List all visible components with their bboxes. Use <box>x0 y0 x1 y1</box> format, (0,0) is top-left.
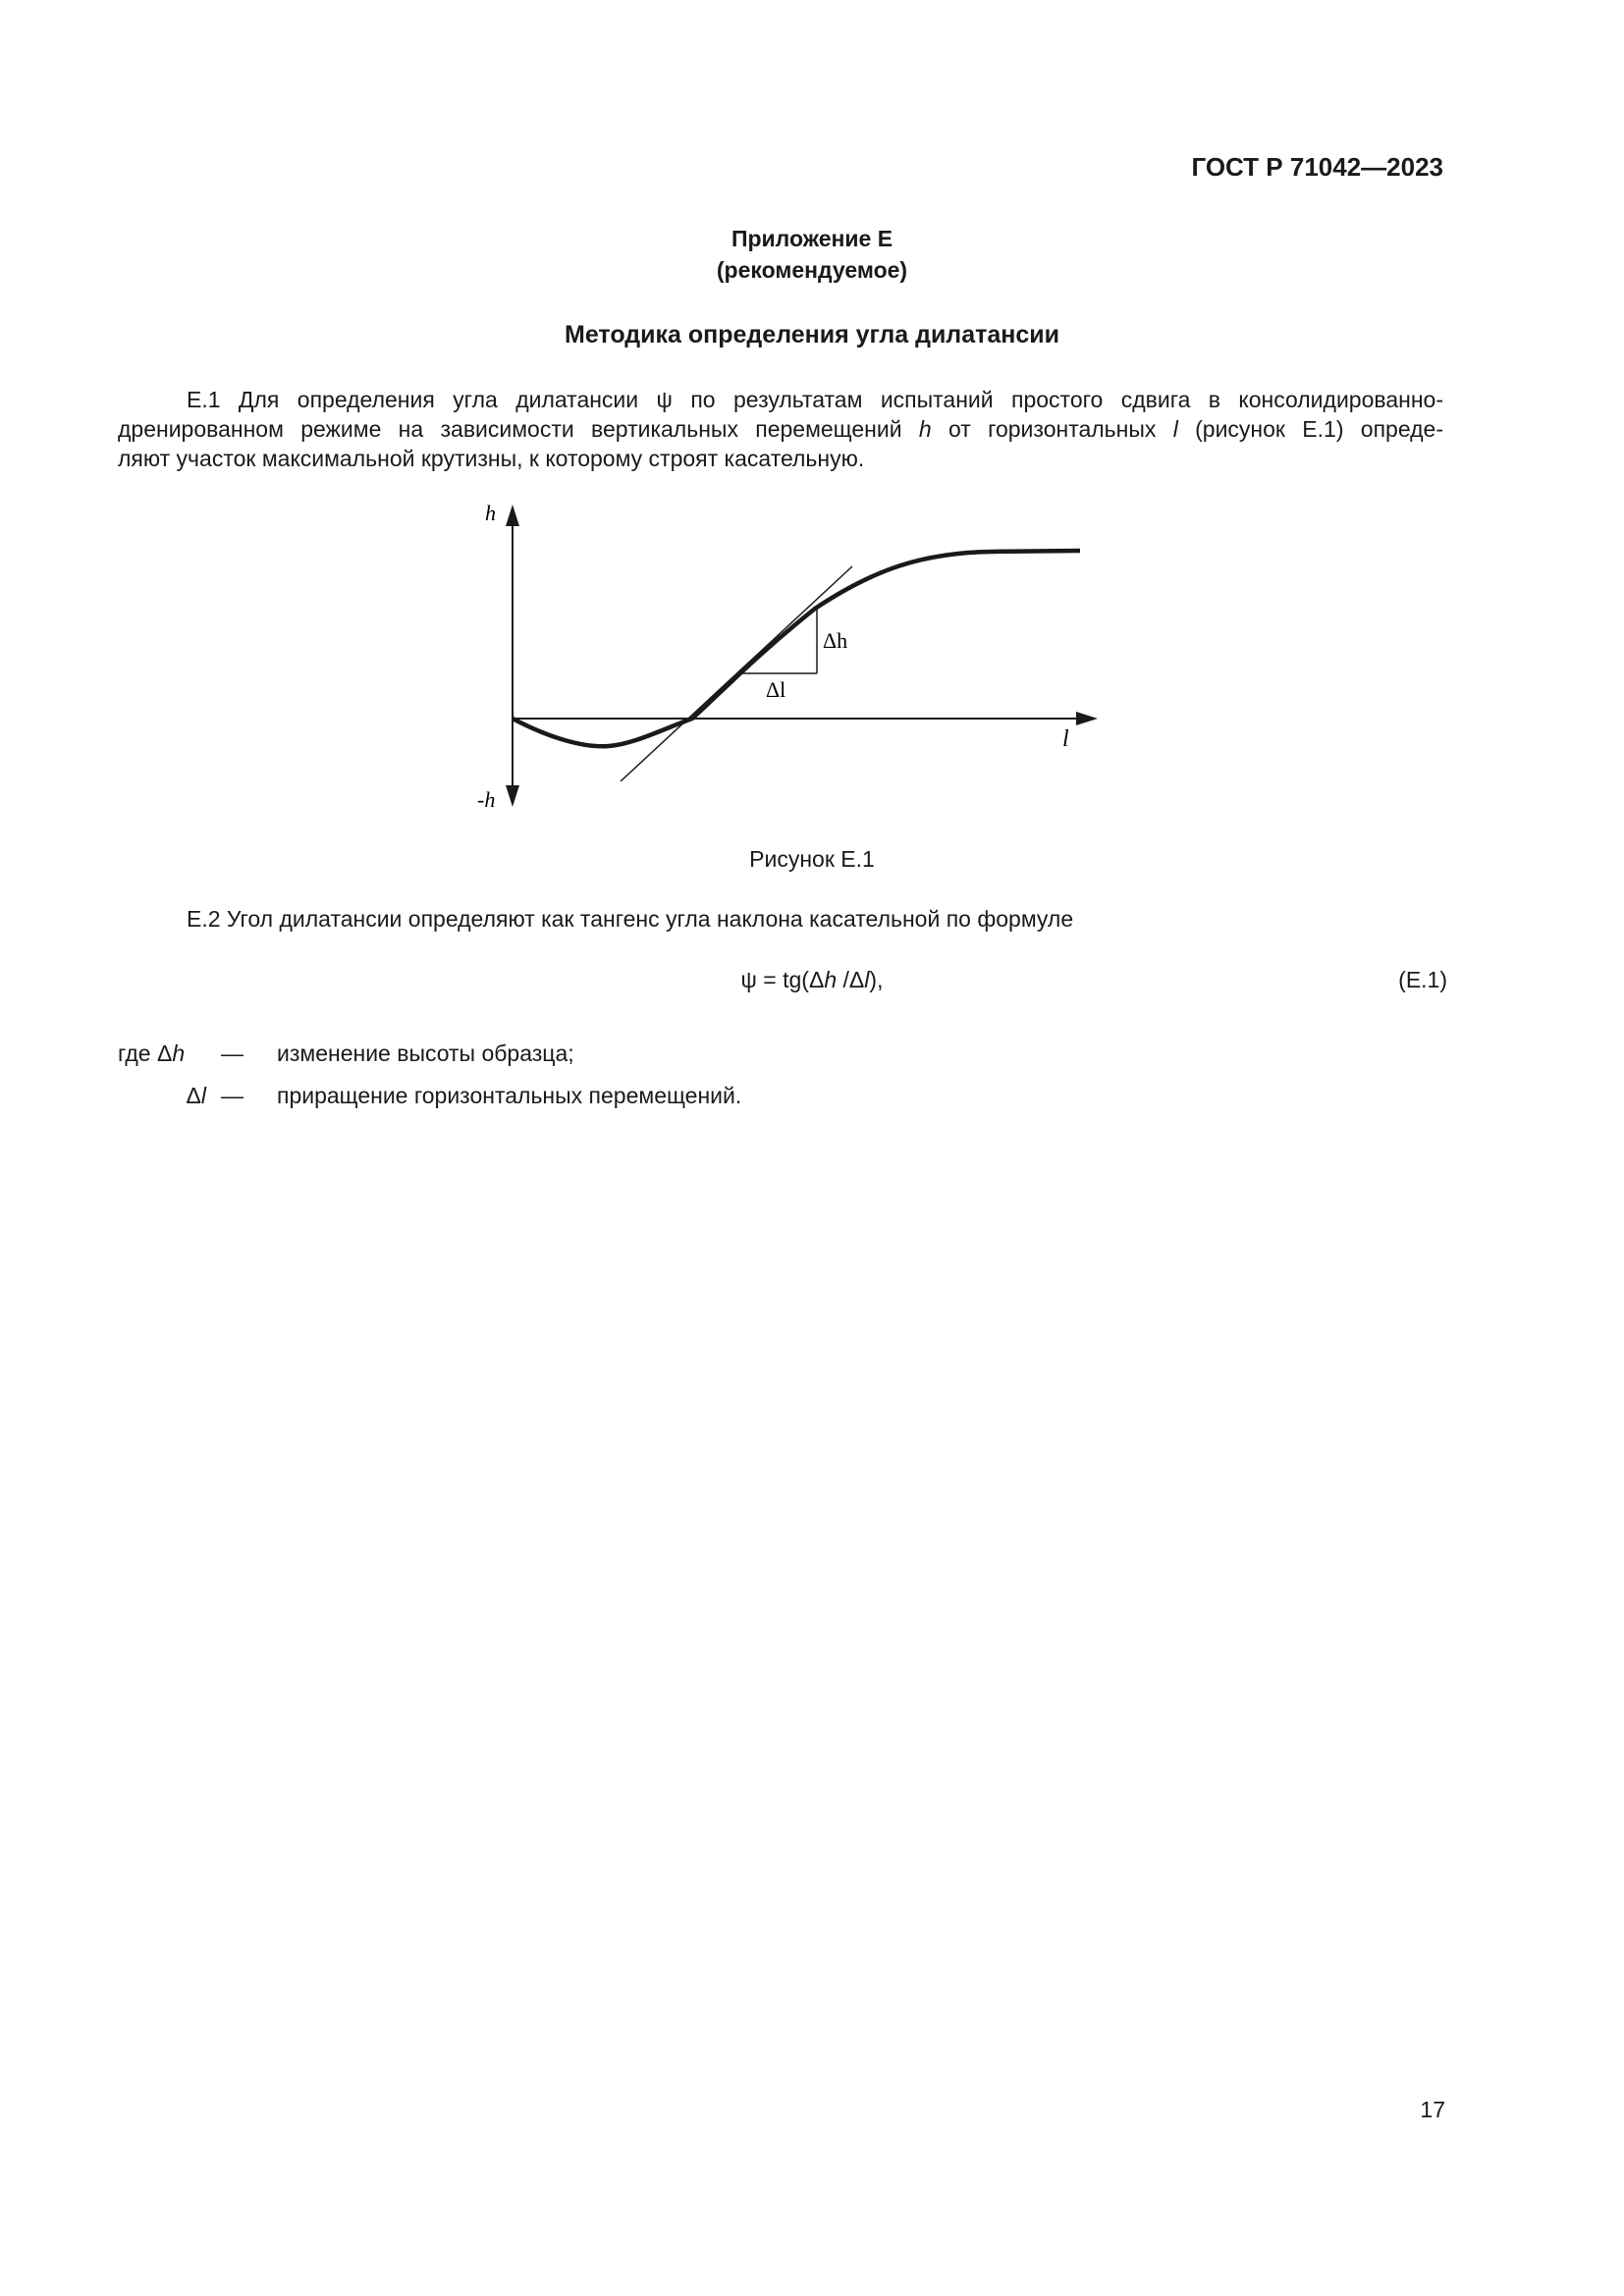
where-l: l <box>200 1083 206 1108</box>
where-delta: Δ <box>186 1083 201 1108</box>
formula-number: (Е.1) <box>1398 967 1447 992</box>
italic-l: l <box>1172 416 1178 442</box>
formula-part: ψ = tg(Δ <box>740 967 825 992</box>
y-axis-up-arrow <box>506 505 519 526</box>
paragraph-e2: Е.2 Угол дилатансии определяют как тангенс угла наклона касательной по формуле <box>187 906 1074 932</box>
italic-h: h <box>918 416 932 442</box>
where-symbol <box>118 1083 206 1109</box>
x-axis-label: l <box>1062 726 1069 752</box>
y-axis-top-label: h <box>485 501 496 525</box>
paragraph-e1-line1: Е.1 Для определения угла дилатансии ψ по результатам испытаний простого сдвига в консолидированно- <box>187 387 1443 412</box>
where-symbol <box>118 1041 206 1067</box>
annex-label: Приложение Е <box>731 226 893 251</box>
formula-l: l <box>864 967 870 992</box>
formula-h: h <box>824 967 838 992</box>
formula-part: ), <box>869 967 884 992</box>
paragraph-e1 <box>118 385 1443 473</box>
where-description: изменение высоты образца; <box>277 1041 574 1066</box>
delta-h-label: Δh <box>823 628 848 653</box>
figure-e1 <box>461 491 1110 825</box>
where-row-2 <box>0 1083 1624 1112</box>
standard-code: ГОСТ Р 71042—2023 <box>1191 152 1443 182</box>
delta-l-label: Δl <box>766 677 786 702</box>
text-span: (рисунок Е.1) опреде- <box>1177 416 1443 442</box>
displacement-curve <box>513 551 1080 746</box>
tangent-line <box>621 566 852 781</box>
text-span: от горизонтальных <box>931 416 1173 442</box>
paragraph-e1-line3: ляют участок максимальной крутизны, к которому строят касательную. <box>118 446 865 471</box>
formula-part: /Δ <box>837 967 865 992</box>
where-h: h <box>172 1041 186 1066</box>
figure-caption: Рисунок Е.1 <box>749 846 875 872</box>
text-span: дренированном режиме на зависимости вертикальных перемещений <box>118 416 919 442</box>
where-row-1 <box>0 1041 1624 1070</box>
annex-type: (рекомендуемое) <box>716 257 908 283</box>
where-dash: — <box>221 1041 244 1066</box>
where-prefix: где Δ <box>118 1041 173 1066</box>
where-description: приращение горизонтальных перемещений. <box>277 1083 742 1108</box>
where-dash: — <box>221 1083 244 1108</box>
y-axis-bottom-label: -h <box>477 787 496 812</box>
page-number: 17 <box>1420 2097 1445 2122</box>
dilatancy-diagram <box>461 491 1110 825</box>
annex-title: Методика определения угла дилатансии <box>565 321 1059 348</box>
x-axis-arrow <box>1076 712 1098 725</box>
y-axis-down-arrow <box>506 785 519 807</box>
paragraph-e1-line2 <box>118 414 1443 444</box>
formula-e1 <box>0 967 1624 993</box>
